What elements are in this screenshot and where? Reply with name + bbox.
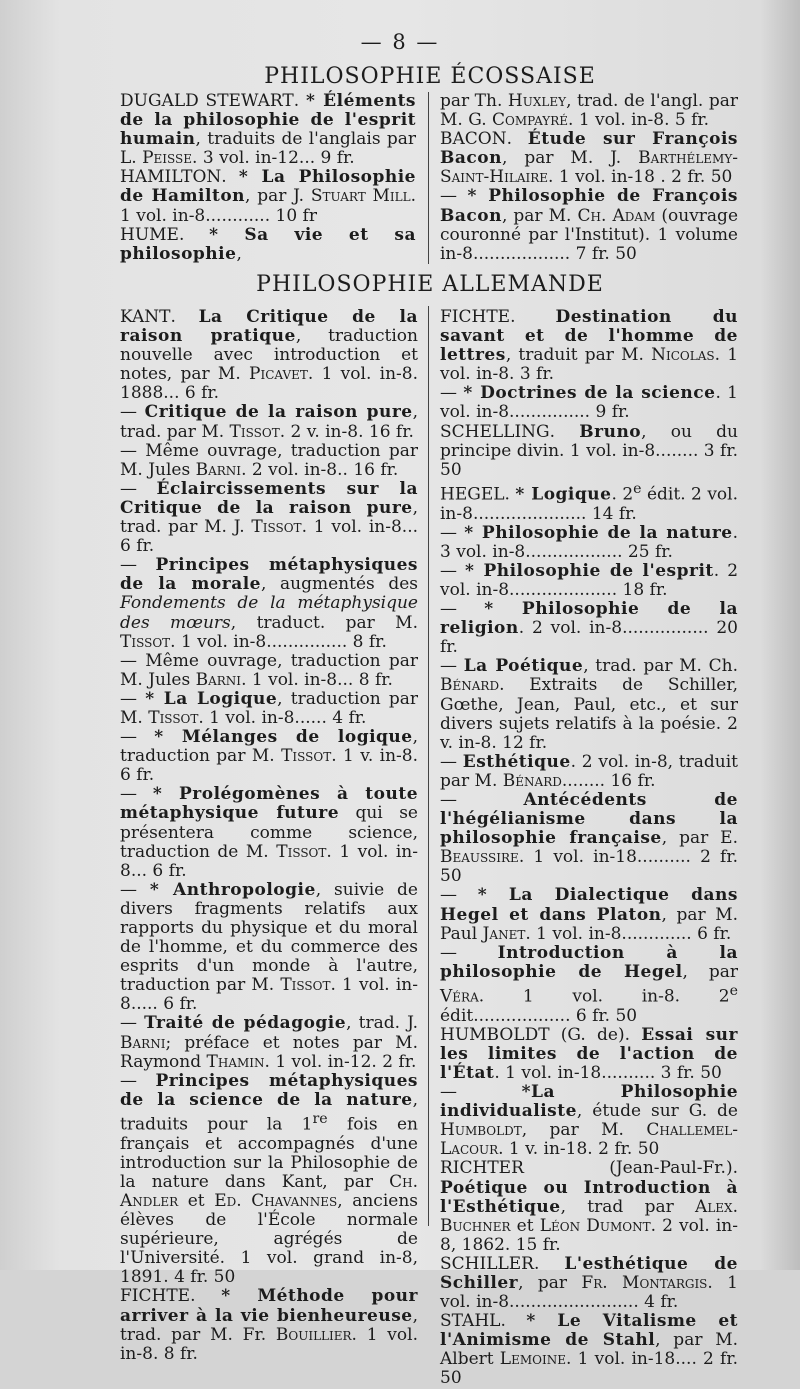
catalog-entry: HUME. * Sa vie et sa philosophie, — [120, 224, 416, 264]
catalog-entry: — * Philosophie de la nature. 3 vol. in-8.................. 25 fr. — [440, 522, 738, 562]
catalog-entry: — * La Logique, traduction par M. Tissot. 1 vol. in-8...... 4 fr. — [120, 688, 418, 728]
catalog-entry: — *La Philosophie individualiste, étude sur G. de Humboldt, par M. Challemel-Lacour. 1 v. in-18. 2 fr. 50 — [440, 1082, 739, 1160]
catalog-entry: — La Poétique, trad. par M. Ch. Bénard. Extraits de Schiller, Gœthe, Jean, Paul, etc., et sur divers sujets relatifs à la poésie. 2 v. in-8. 12 fr. — [440, 656, 738, 753]
column-right-allemande — [440, 308, 738, 1389]
catalog-entry: HUMBOLDT (G. de). Essai sur les limites de l'action de l'État. 1 vol. in-18.......... 3 fr. 50 — [440, 1024, 738, 1083]
catalog-entry: SCHELLING. Bruno, ou du principe divin. 1 vol. in-8........ 3 fr. 50 — [440, 421, 738, 480]
catalog-entry: — * Mélanges de logique, traduction par M. Tissot. 1 v. in-8. 6 fr. — [120, 727, 419, 786]
catalog-entry: — Antécédents de l'hégélianisme dans la philosophie française, par E. Beaussire. 1 vol. in-18.......... 2 fr. 50 — [440, 790, 738, 887]
catalog-entry: — Esthétique. 2 vol. in-8, traduit par M. Bénard........ 16 fr. — [440, 751, 739, 791]
catalog-entry: KANT. La Critique de la raison pratique, traduction nouvelle avec introduction et notes, par M. Picavet. 1 vol. in-8. 1888... 6 fr. — [120, 307, 418, 404]
catalog-entry: — * Philosophie de François Bacon, par M. Ch. Adam (ouvrage couronné par l'Institut). 1 volume in-8.................. 7 fr. 50 — [440, 186, 739, 264]
catalog-entry: HAMILTON. * La Philosophie de Hamilton, par J. Stuart Mill. 1 vol. in-8............ 10 fr — [120, 167, 416, 226]
catalog-entry: — * Prolégomènes à toute métaphysique future qui se présentera comme science, traduction de M. Tissot. 1 vol. in-8... 6 fr. — [120, 784, 419, 881]
catalog-entry: — Principes métaphysiques de la science de la nature, traduits pour la 1re fois en français et accompagnés d'une introduction sur la Philosophie de la nature dans Kant, par Ch. Andler et Ed. Chavannes, anciens élèves de l'École normale supérieure, agrégés de l'Université. 1 vol. grand in-8, 1891. 4 fr. 50 — [120, 1070, 418, 1288]
catalog-entry: FICHTE. Destination du savant et de l'homme de lettres, traduit par M. Nicolas. 1 vol. in-8. 3 fr. — [440, 307, 739, 385]
catalog-entry: STAHL. * Le Vitalisme et l'Animisme de Stahl, par M. Albert Lemoine. 1 vol. in-18.... 2 fr. 50 — [440, 1311, 739, 1389]
column-divider — [428, 306, 429, 1226]
catalog-entry: — * Philosophie de l'esprit. 2 vol. in-8.................... 18 fr. — [440, 560, 739, 600]
catalog-entry: — Critique de la raison pure, trad. par M. Tissot. 2 v. in-8. 16 fr. — [120, 402, 419, 442]
catalog-entry: HEGEL. * Logique. 2e édit. 2 vol. in-8..................... 14 fr. — [440, 480, 739, 524]
catalog-entry: — * Anthropologie, suivie de divers fragments relatifs aux rapports du physique et du moral de l'homme, et du commerce des esprits d'un monde à l'autre, traduction par M. Tissot. 1 vol. in-8..... 6 fr. — [120, 879, 418, 1015]
column-divider — [428, 92, 429, 264]
column-right-ecossaise — [440, 92, 738, 264]
catalog-entry: — * Doctrines de la science. 1 vol. in-8............... 9 fr. — [440, 383, 739, 423]
catalog-entry: — Traité de pédagogie, trad. J. Barni; préface et notes par M. Raymond Thamin. 1 vol. in-12. 2 fr. — [120, 1013, 419, 1072]
catalog-entry: DUGALD STEWART. * Éléments de la philosophie de l'esprit humain, traduits de l'anglais par L. Peisse. 3 vol. in-12... 9 fr. — [120, 91, 416, 169]
column-left-allemande — [120, 308, 418, 1364]
page-number: — 8 — — [360, 30, 440, 54]
catalog-entry: BACON. Étude sur François Bacon, par M. J. Barthélemy-Saint-Hilaire. 1 vol. in-18 . 2 fr. 50 — [440, 129, 738, 188]
section-title-ecossaise: PHILOSOPHIE ÉCOSSAISE — [264, 64, 596, 89]
catalog-entry: — Même ouvrage, traduction par M. Jules Barni. 2 vol. in-8.. 16 fr. — [120, 440, 418, 480]
catalog-entry: — * La Dialectique dans Hegel et dans Platon, par M. Paul Janet. 1 vol. in-8............. 6 fr. — [440, 885, 739, 944]
catalog-entry: RICHTER (Jean-Paul-Fr.). Poétique ou Introduction à l'Esthétique, trad par Alex. Buchner et Léon Dumont. 2 vol. in-8, 1862. 15 fr. — [440, 1158, 738, 1255]
catalog-entry: FICHTE. * Méthode pour arriver à la vie bienheureuse, trad. par M. Fr. Bouillier. 1 vol. in-8. 8 fr. — [120, 1286, 418, 1364]
catalog-entry: SCHILLER. L'esthétique de Schiller, par Fr. Montargis. 1 vol. in-8........................ 4 fr. — [440, 1253, 738, 1313]
catalog-entry: — Principes métaphysiques de la morale, augmentés des Fondements de la métaphysique des mœurs, traduct. par M. Tissot. 1 vol. in-8............... 8 fr. — [120, 555, 418, 652]
catalog-entry: — * Philosophie de la religion. 2 vol. in-8................ 20 fr. — [440, 599, 738, 658]
catalog-entry: — Même ouvrage, traduction par M. Jules Barni. 1 vol. in-8... 8 fr. — [120, 650, 418, 690]
column-left-ecossaise — [120, 92, 416, 264]
catalog-entry: par Th. Huxley, trad. de l'angl. par M. G. Compayré. 1 vol. in-8. 5 fr. — [440, 91, 739, 131]
catalog-entry: — Introduction à la philosophie de Hegel, par Véra. 1 vol. in-8. 2e édit.................. 6 fr. 50 — [440, 942, 738, 1026]
catalog-entry: — Éclaircissements sur la Critique de la raison pure, trad. par M. J. Tissot. 1 vol. in-8... 6 fr. — [120, 478, 419, 557]
section-title-allemande: PHILOSOPHIE ALLEMANDE — [256, 272, 604, 297]
